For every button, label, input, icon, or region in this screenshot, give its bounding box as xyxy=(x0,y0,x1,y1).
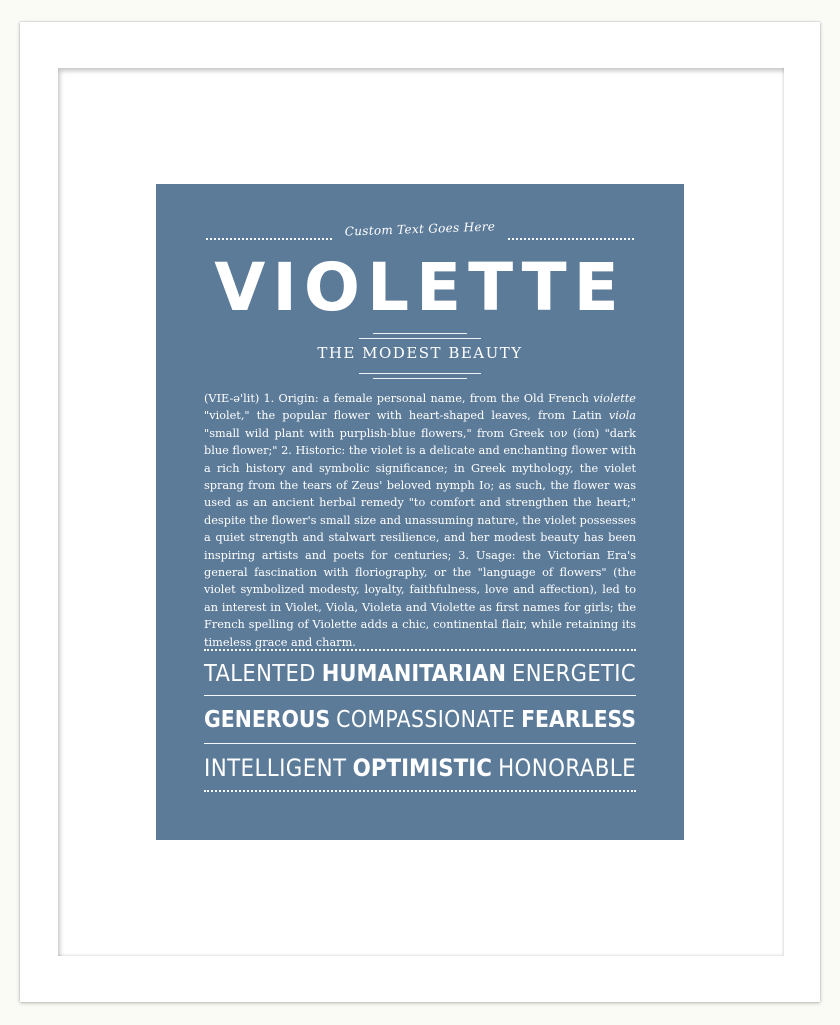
definition-text-3: "small wild plant with purplish-blue flowers," from Greek ιον (íon) "dark blue flower;" 2. Historic: the violet is a delicate and enchanting flower with a rich history and symbolic significance; in Greek mythology, the violet sprang from the tears of Zeus' beloved nymph Io; as such, the flower was used as an ancient herbal remedy "to comfort and strengthen the heart;" despite the flower's small size and unassuming nature, the violet possesses a quiet strength and stalwart resilience, and her modest beauty has been inspiring artists and poets for centuries; 3. Usage: the Victorian Era's general fascination with floriography, or the "language of flowers" (the violet symbolized modesty, loyalty, faithfulness, love and affection), led to an interest in Violet, Viola, Violeta and Violette as first names for girls; the French spelling of Violette adds a chic, continental flair, while retaining its timeless grace and charm. xyxy=(204,426,636,649)
name-poster xyxy=(156,184,684,840)
tagline-rule-lower-2 xyxy=(373,378,467,379)
tagline-rule-lower xyxy=(359,373,481,374)
definition-text-1: (VIE-ə'lit) 1. Origin: a female personal name, from the Old French xyxy=(204,392,594,405)
dotted-divider-traits-top xyxy=(204,649,636,651)
trait-separator xyxy=(204,743,636,744)
trait-word: INTELLIGENT xyxy=(204,754,347,782)
trait-word: GENEROUS xyxy=(204,707,331,733)
dotted-divider-right xyxy=(508,238,634,240)
dotted-divider-traits-bottom xyxy=(204,790,636,792)
trait-row xyxy=(204,654,636,692)
trait-separator xyxy=(204,695,636,696)
trait-word: FEARLESS xyxy=(521,707,636,733)
trait-word: HONORABLE xyxy=(498,754,636,782)
poster-name-title: VIOLETTE xyxy=(214,249,626,326)
definition-text-2: "violet," the popular flower with heart-shaped leaves, from Latin xyxy=(204,409,609,423)
trait-row xyxy=(204,749,636,787)
trait-word: TALENTED xyxy=(204,659,316,687)
custom-text: Custom Text Goes Here xyxy=(344,219,496,239)
trait-word: OPTIMISTIC xyxy=(352,754,492,782)
title-rule-upper xyxy=(373,333,467,334)
trait-row xyxy=(204,701,636,739)
trait-word: ENERGETIC xyxy=(512,659,636,687)
title-rule-upper-2 xyxy=(359,338,481,339)
definition-italic-violette: violette xyxy=(593,392,636,405)
trait-word: HUMANITARIAN xyxy=(321,659,507,687)
name-definition xyxy=(204,390,636,651)
poster-tagline: THE MODEST BEAUTY xyxy=(317,344,523,362)
definition-italic-viola: viola xyxy=(608,409,636,423)
trait-word: COMPASSIONATE xyxy=(336,707,516,733)
